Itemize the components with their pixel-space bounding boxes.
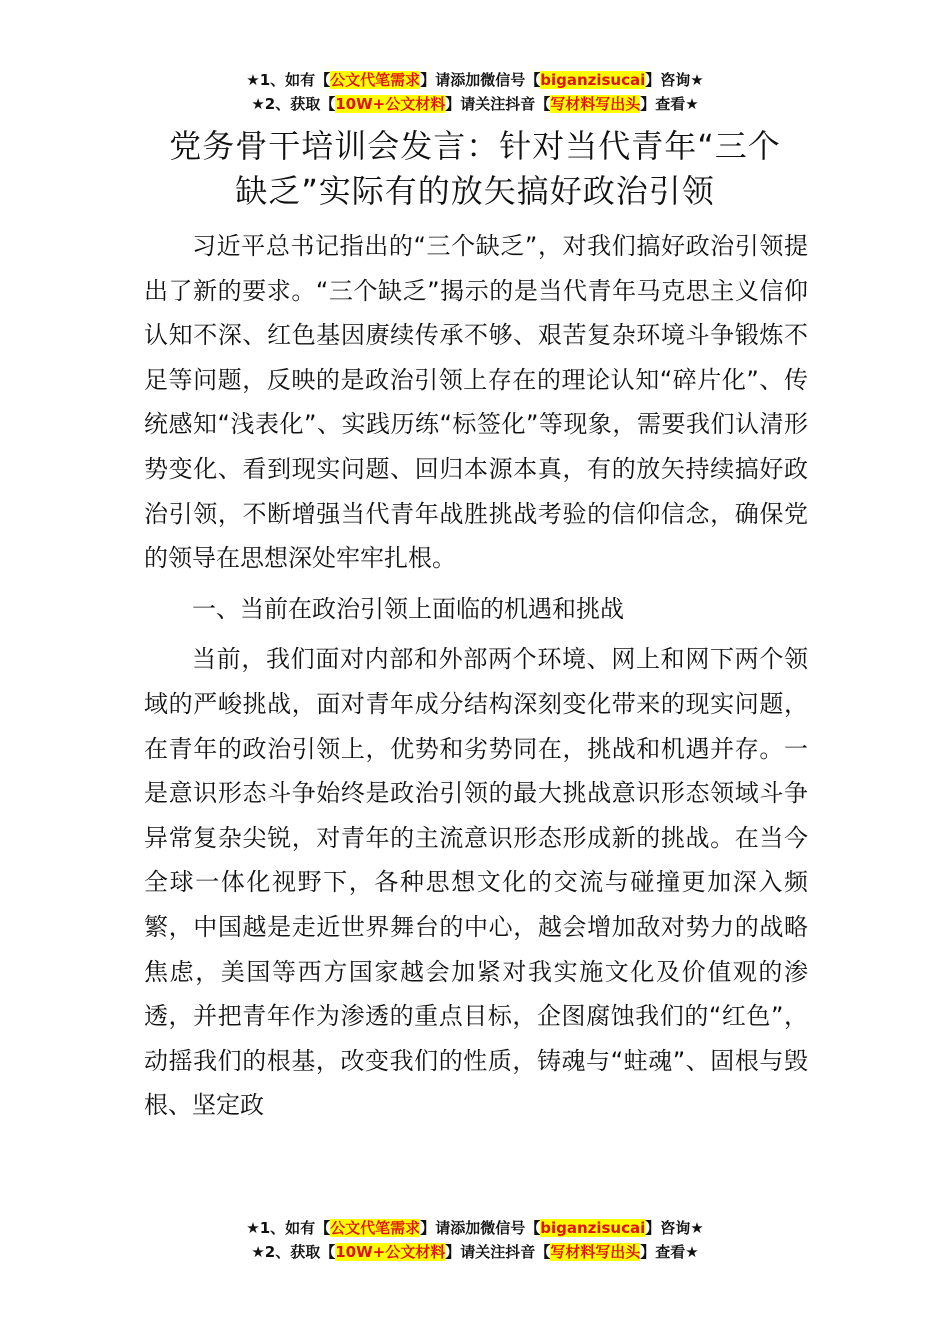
banner-highlight: 10W+公文材料 bbox=[335, 1243, 446, 1261]
section-heading: 一、当前在政治引领上面临的机遇和挑战 bbox=[192, 594, 624, 623]
banner-text: 】请添加微信号【 bbox=[420, 71, 541, 89]
paragraph-intro: 习近平总书记指出的“三个缺乏”，对我们搞好政治引领提出了新的要求。“三个缺乏”揭示的是当代青年马克思主义信仰认知不深、红色基因赓续传承不够、艰苦复杂环境斗争锻炼不足等问题，反映的是政治引领上存在的理论认知“碎片化”、传统感知“浅表化”、实践历练“标签化”等现象，需要我们认清形势变化、看到现实问题、回归本源本真，有的放矢持续搞好政治引领，不断增强当代青年战胜挑战考验的信仰信念，确保党的领导在思想深处牢牢扎根。 bbox=[144, 232, 808, 573]
banner-highlight-wechat: biganzisucai bbox=[540, 1219, 646, 1237]
banner-text: 】查看★ bbox=[640, 1243, 699, 1261]
banner-line-2 bbox=[0, 1240, 950, 1264]
banner-text: 】咨询★ bbox=[645, 71, 704, 89]
banner-line-1 bbox=[0, 1216, 950, 1240]
title-line-2: 缺乏”实际有的放矢搞好政治引领 bbox=[235, 172, 715, 210]
banner-text: 】咨询★ bbox=[645, 1219, 704, 1237]
banner-line-1 bbox=[0, 68, 950, 92]
bottom-banner bbox=[0, 1216, 950, 1264]
banner-text: ★2、获取【 bbox=[251, 1243, 336, 1261]
banner-text: ★2、获取【 bbox=[251, 95, 336, 113]
banner-highlight: 公文代笔需求 bbox=[330, 1219, 421, 1237]
banner-text: ★1、如有【 bbox=[246, 71, 331, 89]
banner-highlight: 10W+公文材料 bbox=[335, 95, 446, 113]
paragraph-section-1: 当前，我们面对内部和外部两个环境、网上和网下两个领域的严峻挑战，面对青年成分结构深刻变化带来的现实问题，在青年的政治引领上，优势和劣势同在，挑战和机遇并存。一是意识形态斗争始终是政治引领的最大挑战意识形态领域斗争异常复杂尖锐，对青年的主流意识形态形成新的挑战。在当今全球一体化视野下，各种思想文化的交流与碰撞更加深入频繁，中国越是走近世界舞台的中心，越会增加敌对势力的战略焦虑，美国等西方国家越会加紧对我实施文化及价值观的渗透，并把青年作为渗透的重点目标，企图腐蚀我们的“红色”，动摇我们的根基，改变我们的性质，铸魂与“蛀魂”、固根与毁根、坚定政 bbox=[144, 645, 808, 1120]
banner-text: ★1、如有【 bbox=[246, 1219, 331, 1237]
document-body bbox=[144, 224, 808, 1128]
banner-highlight-douyin: 写材料写出头 bbox=[550, 95, 641, 113]
banner-line-2 bbox=[0, 92, 950, 116]
banner-text: 】请添加微信号【 bbox=[420, 1219, 541, 1237]
banner-highlight: 公文代笔需求 bbox=[330, 71, 421, 89]
document-title bbox=[140, 124, 810, 214]
banner-text: 】查看★ bbox=[640, 95, 699, 113]
banner-highlight-wechat: biganzisucai bbox=[540, 71, 646, 89]
top-banner bbox=[0, 68, 950, 116]
banner-text: 】请关注抖音【 bbox=[445, 1243, 551, 1261]
banner-text: 】请关注抖音【 bbox=[445, 95, 551, 113]
title-line-1: 党务骨干培训会发言：针对当代青年“三个 bbox=[169, 127, 781, 165]
banner-highlight-douyin: 写材料写出头 bbox=[550, 1243, 641, 1261]
